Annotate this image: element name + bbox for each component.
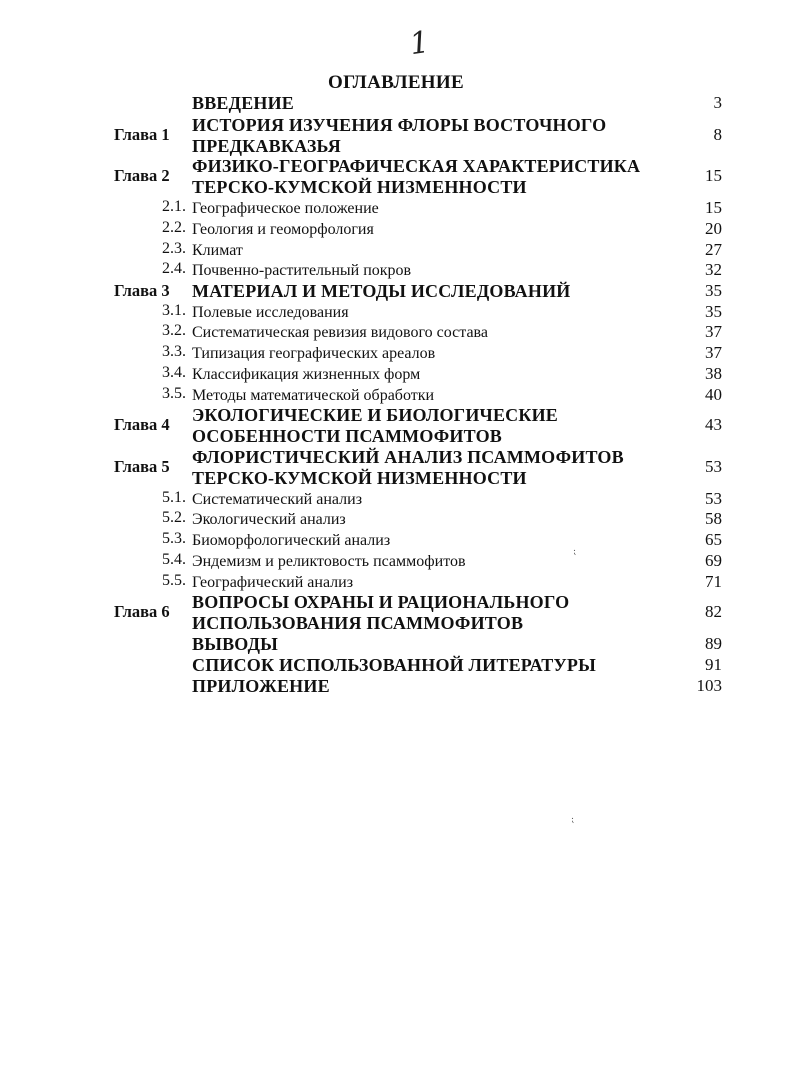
section-number: 5.2. [162, 509, 186, 526]
toc-entry [0, 322, 792, 343]
section-number: 2.4. [162, 260, 186, 277]
page-ref: 8 [713, 125, 722, 144]
toc-entry [0, 405, 792, 447]
section-title: Систематическая ревизия видового состава [192, 324, 488, 341]
page-ref: 53 [705, 457, 722, 476]
section-title: Климат [192, 242, 243, 259]
page-ref: 37 [705, 342, 722, 362]
toc-entry [0, 676, 792, 697]
page-ref: 91 [705, 654, 722, 674]
toc-entry [0, 385, 792, 406]
chapter-label: Глава 3 [114, 280, 170, 300]
chapter-title: ВВЕДЕНИЕ [192, 93, 295, 113]
toc-entry [0, 260, 792, 281]
toc-entry [0, 551, 792, 572]
page-ref: 15 [705, 197, 722, 217]
chapter-title: МАТЕРИАЛ И МЕТОДЫ ИССЛЕДОВАНИЙ [192, 281, 571, 301]
toc-entry [0, 281, 792, 302]
page-ref: 71 [705, 571, 722, 591]
page-ref: 103 [696, 675, 722, 695]
toc-entry [0, 530, 792, 551]
section-title: Методы математической обработки [192, 387, 435, 404]
page-ref: 53 [705, 488, 722, 508]
section-title: Географический анализ [192, 574, 354, 591]
chapter-label: Глава 2 [114, 166, 170, 185]
section-number: 5.4. [162, 551, 186, 568]
section-title: Полевые исследования [192, 304, 349, 321]
scan-speck: ⁏ [571, 814, 575, 824]
page-ref: 89 [705, 633, 722, 653]
section-number: 3.1. [162, 302, 186, 319]
page-ref: 32 [705, 259, 722, 279]
toc-entry [0, 572, 792, 593]
section-title: Географическое положение [192, 200, 379, 217]
chapter-title: ПРИЛОЖЕНИЕ [192, 676, 330, 696]
section-number: 3.4. [162, 364, 186, 381]
section-title: Почвенно-растительный покров [192, 262, 412, 279]
chapter-label: Глава 5 [114, 457, 170, 476]
section-title: Геология и геоморфология [192, 221, 374, 238]
section-title: Типизация географических ареалов [192, 345, 436, 362]
section-number: 2.1. [162, 198, 186, 215]
page-ref: 38 [705, 363, 722, 383]
page-ref: 15 [705, 166, 722, 185]
section-number: 5.3. [162, 530, 186, 547]
page-ref: 40 [705, 384, 722, 404]
section-number: 3.5. [162, 385, 186, 402]
chapter-label: Глава 4 [114, 415, 170, 434]
chapter-title: ФЛОРИСТИЧЕСКИЙ АНАЛИЗ ПСАММОФИТОВ ТЕРСКО-КУМСКОЙ НИЗМЕННОСТИ [192, 447, 624, 488]
toc-entry [0, 302, 792, 323]
chapter-label: Глава 1 [114, 125, 170, 144]
handwritten-page-number: 1 [407, 24, 432, 63]
section-title: Классификация жизненных форм [192, 366, 421, 383]
section-number: 5.1. [162, 489, 186, 506]
toc-entry [0, 219, 792, 240]
chapter-title: СПИСОК ИСПОЛЬЗОВАННОЙ ЛИТЕРАТУРЫ [192, 655, 596, 675]
page-ref: 35 [705, 280, 722, 300]
page-ref: 35 [705, 301, 722, 321]
section-title: Систематический анализ [192, 491, 363, 508]
page-ref: 27 [705, 239, 722, 259]
toc-entry [0, 156, 792, 198]
section-number: 2.2. [162, 219, 186, 236]
page-ref: 69 [705, 550, 722, 570]
page-ref: 65 [705, 529, 722, 549]
toc-entry [0, 447, 792, 489]
toc-entry [0, 634, 792, 655]
toc-entry [0, 240, 792, 261]
toc-entry [0, 592, 792, 634]
page-ref: 20 [705, 218, 722, 238]
page-ref: 82 [705, 602, 722, 621]
chapter-title: ВОПРОСЫ ОХРАНЫ И РАЦИОНАЛЬНОГО ИСПОЛЬЗОВАНИЯ ПСАММОФИТОВ [192, 592, 570, 633]
toc-entry [0, 509, 792, 530]
chapter-title: ФИЗИКО-ГЕОГРАФИЧЕСКАЯ ХАРАКТЕРИСТИКА ТЕРСКО-КУМСКОЙ НИЗМЕННОСТИ [192, 156, 641, 197]
page-ref: 3 [713, 92, 722, 112]
page-title: ОГЛАВЛЕНИЕ [328, 72, 464, 93]
toc-entry [0, 198, 792, 219]
toc-entry [0, 489, 792, 510]
scan-speck: ⁏ [573, 546, 577, 556]
section-number: 3.2. [162, 322, 186, 339]
chapter-title: ЭКОЛОГИЧЕСКИЕ И БИОЛОГИЧЕСКИЕ ОСОБЕННОСТИ ПСАММОФИТОВ [192, 405, 559, 446]
toc-entry [0, 655, 792, 676]
section-title: Биоморфологический анализ [192, 532, 391, 549]
toc-entry [0, 364, 792, 385]
section-title: Экологический анализ [192, 511, 346, 528]
toc-entry [0, 343, 792, 364]
section-number: 3.3. [162, 343, 186, 360]
page-ref: 43 [705, 415, 722, 434]
page-ref: 58 [705, 508, 722, 528]
chapter-title: ВЫВОДЫ [192, 634, 279, 654]
chapter-label: Глава 6 [114, 602, 170, 621]
page-ref: 37 [705, 321, 722, 341]
toc-entry [0, 93, 792, 114]
section-number: 2.3. [162, 240, 186, 257]
chapter-title: ИСТОРИЯ ИЗУЧЕНИЯ ФЛОРЫ ВОСТОЧНОГО ПРЕДКАВКАЗЬЯ [192, 115, 607, 156]
section-title: Эндемизм и реликтовость псаммофитов [192, 553, 466, 570]
section-number: 5.5. [162, 572, 186, 589]
toc-entry [0, 115, 792, 157]
